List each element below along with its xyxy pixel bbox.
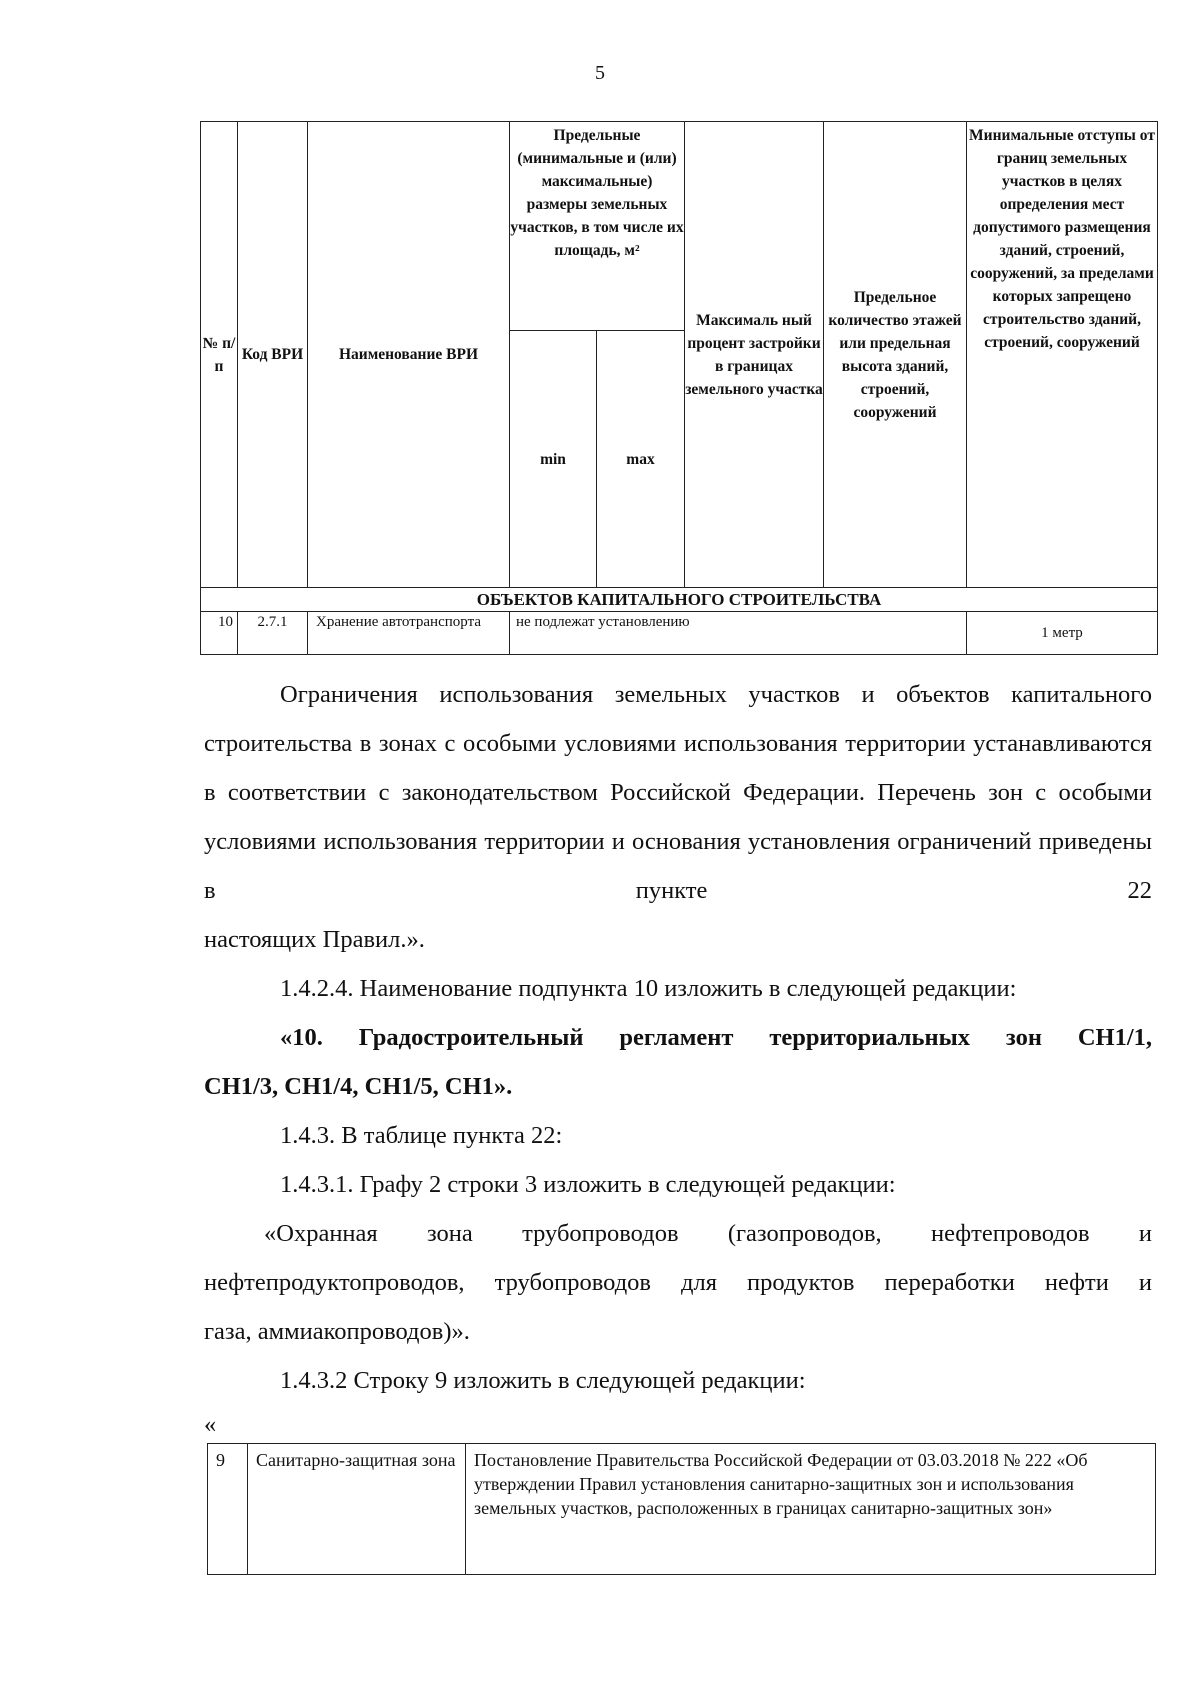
paragraph-1-4-3: 1.4.3. В таблице пункта 22:: [280, 1122, 563, 1149]
opening-quote: «: [204, 1411, 217, 1438]
header-floors: Предельное количество этажей или предельная высота зданий, строений, сооружений: [824, 122, 967, 588]
paragraph-pipelines-end: газа, аммиакопроводов)».: [204, 1318, 470, 1345]
row-num: 10: [201, 612, 238, 655]
paragraph-pipelines: «Охранная зона трубопроводов (газопроводов, нефтепроводов и нефтепродуктопроводов, трубопроводов для продуктов переработки нефти и: [204, 1220, 1152, 1296]
paragraph-title-10: «10. Градостроительный регламент территориальных зон СН1/1,: [280, 1024, 1152, 1051]
paragraph-restrictions: Ограничения использования земельных участков и объектов капитального строительства в зонах с особыми условиями использования территории устанавливаются в соответствии с законодательством Российской Федерации. Перечень зон с особыми условиями использования территории и основания установления ограничений приведены в пункте 22: [204, 681, 1152, 904]
header-num: № п/п: [201, 122, 238, 588]
page-number: 5: [595, 62, 605, 84]
header-setbacks: Минимальные отступы от границ земельных участков в целях определения мест допустимого размещения зданий, строений, сооружений, за пределами которых запрещено строительство зданий, строений, сооружений: [967, 122, 1158, 588]
zone-name: Санитарно-защитная зона: [248, 1444, 466, 1575]
zones-table: [207, 1443, 1156, 1575]
section-title: ОБЪЕКТОВ КАПИТАЛЬНОГО СТРОИТЕЛЬСТВА: [201, 588, 1158, 612]
header-code: Код ВРИ: [238, 122, 308, 588]
paragraph-1-4-3-2: 1.4.3.2 Строку 9 изложить в следующей редакции:: [280, 1367, 806, 1394]
header-max: max: [597, 331, 685, 588]
header-name: Наименование ВРИ: [308, 122, 510, 588]
header-sizes: Предельные (минимальные и (или) максимальные) размеры земельных участков, в том числе их площадь, м²: [510, 122, 685, 331]
row-setback: 1 метр: [967, 612, 1158, 655]
paragraph-1-4-2-4: 1.4.2.4. Наименование подпункта 10 изложить в следующей редакции:: [280, 975, 1017, 1002]
row-code: 2.7.1: [238, 612, 308, 655]
zone-num: 9: [208, 1444, 248, 1575]
paragraph-title-10-end: СН1/3, СН1/4, СН1/5, СН1».: [204, 1073, 513, 1100]
row-name: Хранение автотранспорта: [308, 612, 510, 655]
zone-basis: Постановление Правительства Российской Федерации от 03.03.2018 № 222 «Об утверждении Правил установления санитарно-защитных зон и использования земельных участков, расположенных в границах санитарно-защитных зон»: [466, 1444, 1156, 1575]
row-note: не подлежат установлению: [510, 612, 967, 655]
header-max-percent: Максималь ный процент застройки в границах земельного участка: [685, 122, 824, 588]
regulations-table: [200, 121, 1158, 655]
header-min: min: [510, 331, 597, 588]
paragraph-1-4-3-1: 1.4.3.1. Графу 2 строки 3 изложить в следующей редакции:: [280, 1171, 896, 1198]
paragraph-restrictions-end: настоящих Правил.».: [204, 926, 425, 953]
